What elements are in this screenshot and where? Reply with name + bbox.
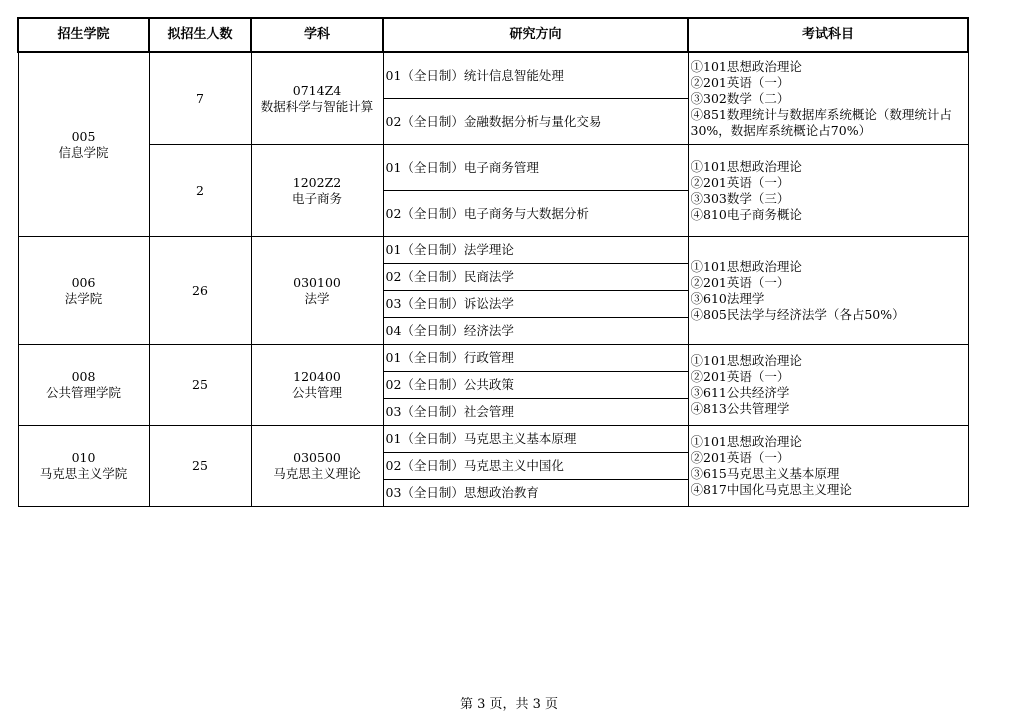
college-code: 005: [71, 128, 96, 144]
subject-cell: [251, 237, 383, 345]
exam-line: ④805民法学与经济法学（各占50%）: [690, 306, 905, 322]
direction-cell: 02（全日制）金融数据分析与量化交易: [383, 99, 688, 145]
direction-cell: 04（全日制）经济法学: [383, 318, 688, 345]
direction-cell: 01（全日制）法学理论: [383, 237, 688, 264]
exam-cell: [688, 145, 968, 237]
exam-line: ①101思想政治理论: [690, 158, 802, 174]
exam-line: ①101思想政治理论: [690, 434, 802, 449]
college-name: 马克思主义学院: [39, 466, 128, 481]
page-footer: 第 3 页，共 3 页: [459, 697, 559, 712]
exam-line: ④810电子商务概论: [690, 206, 802, 222]
exam-line: ③303数学（三）: [690, 190, 790, 206]
exam-line: ④851数理统计与数据库系统概论（数理统计占30%，数据库系统概论占70%）: [690, 106, 952, 138]
college-code: 008: [71, 369, 96, 384]
exam-line: ③611公共经济学: [690, 385, 790, 400]
college-cell: [18, 345, 149, 426]
table-row: [18, 345, 968, 372]
subject-name: 电子商务: [291, 190, 342, 206]
subject-name: 公共管理: [291, 385, 342, 400]
header-college: 招生学院: [18, 18, 149, 52]
exam-line: ④817中国化马克思主义理论: [690, 482, 852, 497]
college-name: 信息学院: [58, 144, 109, 160]
exam-line: ②201英语（一）: [690, 274, 790, 290]
college-code: 006: [71, 274, 96, 290]
table-row: [18, 237, 968, 264]
count-cell: 25: [149, 426, 251, 507]
exam-line: ①101思想政治理论: [690, 58, 802, 74]
subject-cell: [251, 52, 383, 145]
subject-name: 马克思主义理论: [273, 466, 361, 481]
subject-name: 数据科学与智能计算: [260, 98, 374, 114]
table-row: [18, 426, 968, 453]
direction-cell: 03（全日制）社会管理: [383, 399, 688, 426]
admission-table: [17, 17, 969, 507]
college-name: 公共管理学院: [45, 385, 121, 400]
subject-code: 1202Z2: [292, 174, 342, 190]
header-direction: 研究方向: [383, 18, 688, 52]
exam-cell: [688, 237, 968, 345]
exam-line: ②201英语（一）: [690, 450, 790, 465]
subject-code: 120400: [293, 369, 341, 384]
exam-line: ②201英语（一）: [690, 74, 790, 90]
table-row: [18, 52, 968, 99]
direction-cell: 02（全日制）电子商务与大数据分析: [383, 191, 688, 237]
exam-line: ①101思想政治理论: [690, 353, 802, 368]
direction-cell: 01（全日制）马克思主义基本原理: [383, 426, 688, 453]
table-row: [18, 145, 968, 191]
exam-cell: [688, 426, 968, 507]
exam-line: ③610法理学: [690, 290, 765, 306]
direction-cell: 03（全日制）思想政治教育: [383, 480, 688, 507]
direction-cell: 02（全日制）马克思主义中国化: [383, 453, 688, 480]
college-cell: [18, 426, 149, 507]
subject-code: 030500: [293, 450, 341, 465]
exam-line: ④813公共管理学: [690, 401, 790, 416]
count-cell: 2: [149, 145, 251, 237]
direction-cell: 01（全日制）电子商务管理: [383, 145, 688, 191]
exam-line: ②201英语（一）: [690, 174, 790, 190]
direction-cell: 03（全日制）诉讼法学: [383, 291, 688, 318]
direction-cell: 02（全日制）民商法学: [383, 264, 688, 291]
direction-cell: 01（全日制）行政管理: [383, 345, 688, 372]
college-cell: [18, 52, 149, 237]
subject-code: 030100: [293, 274, 341, 290]
exam-line: ③302数学（二）: [690, 90, 790, 106]
exam-cell: [688, 345, 968, 426]
exam-line: ②201英语（一）: [690, 369, 790, 384]
count-cell: 25: [149, 345, 251, 426]
college-cell: [18, 237, 149, 345]
header-count: 拟招生人数: [149, 18, 251, 52]
subject-cell: [251, 426, 383, 507]
count-cell: 26: [149, 237, 251, 345]
subject-cell: [251, 145, 383, 237]
college-name: 法学院: [64, 290, 103, 306]
count-cell: 7: [149, 52, 251, 145]
exam-line: ③615马克思主义基本原理: [690, 466, 840, 481]
subject-code: 0714Z4: [292, 82, 342, 98]
direction-cell: 01（全日制）统计信息智能处理: [383, 52, 688, 99]
subject-cell: [251, 345, 383, 426]
subject-name: 法学: [304, 290, 330, 306]
direction-cell: 02（全日制）公共政策: [383, 372, 688, 399]
exam-cell: [688, 52, 968, 145]
header-subject: 学科: [251, 18, 383, 52]
college-code: 010: [71, 450, 96, 465]
header-exam: 考试科目: [688, 18, 968, 52]
exam-line: ①101思想政治理论: [690, 258, 802, 274]
header-row: [18, 18, 968, 52]
